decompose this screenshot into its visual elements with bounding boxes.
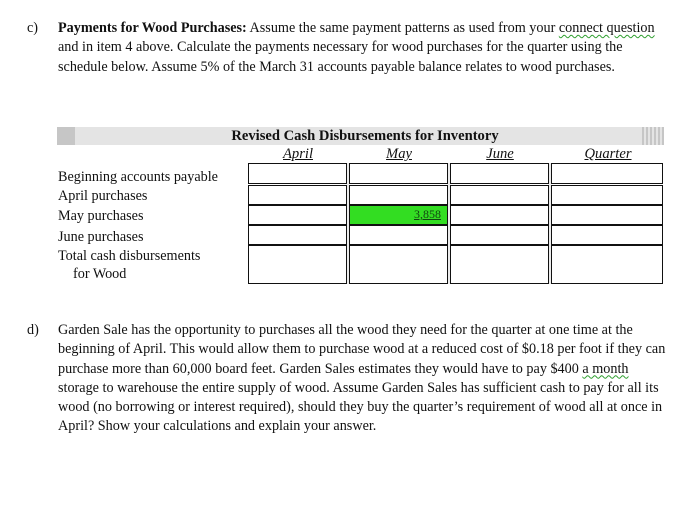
part-c-text-1: Assume the same payment patterns as used from your [246,20,559,36]
cell-beginning-ap-may[interactable] [349,163,448,184]
part-c-heading: Payments for Wood Purchases: [58,20,247,36]
part-d-marker: d) [27,322,39,338]
row-label-may-purchases: May purchases [58,208,144,224]
cell-june-purchases-may[interactable] [349,225,448,245]
column-header-may: May [386,146,412,162]
cell-beginning-ap-june[interactable] [450,163,549,184]
part-d-spellcheck-phrase: a month [582,360,629,377]
cell-april-purchases-quarter[interactable] [551,185,663,205]
row-label-june-purchases: June purchases [58,229,144,245]
cell-may-purchases-june[interactable] [450,205,549,225]
part-c-body [58,19,667,77]
part-c-marker: c) [27,20,39,36]
cell-total-april[interactable] [248,245,347,284]
part-d-text-2: storage to warehouse the entire supply of wood. Assume Garden Sales has sufficient cash to pay for all its wood (no borrowing or interest required), should they buy the quarter’s requirement of wood all at once in April? Show your calculations and explain your answer. [58,379,663,435]
part-c-text-2: and in item 4 above. Calculate the payments necessary for wood purchases for the quarter using the schedule below. Assume 5% of the March 31 accounts payable balance relates to wood purchases. [58,39,623,75]
cell-april-purchases-june[interactable] [450,185,549,205]
part-d-body [58,321,667,437]
cell-june-purchases-june[interactable] [450,225,549,245]
cell-june-purchases-april[interactable] [248,225,347,245]
table-title: Revised Cash Disbursements for Inventory [231,128,499,144]
row-label-total-line-2: for Wood [73,266,127,282]
cell-total-june[interactable] [450,245,549,284]
row-label-beginning-ap: Beginning accounts payable [58,169,218,185]
cell-june-purchases-quarter[interactable] [551,225,663,245]
cell-april-purchases-april[interactable] [248,185,347,205]
part-d-text-1: Garden Sale has the opportunity to purchases all the wood they need for the quarter at one time at the beginning of April. This would allow them to purchase wood at a reduced cost of $0.18 per foot if they can purchase more than 60,000 board feet. Garden Sales estimates they would have to pay $400 [58,322,666,377]
cell-april-purchases-may[interactable] [349,185,448,205]
cell-value: 3,858 [414,207,441,221]
cell-beginning-ap-quarter[interactable] [551,163,663,184]
cell-beginning-ap-april[interactable] [248,163,347,184]
column-header-june: June [486,146,514,162]
cell-total-quarter[interactable] [551,245,663,284]
part-d-paragraph [27,321,667,437]
part-c-paragraph [27,19,667,77]
column-header-quarter: Quarter [584,146,632,162]
cell-may-purchases-quarter[interactable] [551,205,663,225]
cell-may-purchases-may-highlighted[interactable] [349,205,448,225]
row-label-total-line-1: Total cash disbursements [58,248,201,264]
column-header-april: April [283,146,313,162]
part-c-spellcheck-word: connect question [558,20,655,36]
cell-may-purchases-april[interactable] [248,205,347,225]
cell-total-may[interactable] [349,245,448,284]
row-label-april-purchases: April purchases [58,188,148,204]
